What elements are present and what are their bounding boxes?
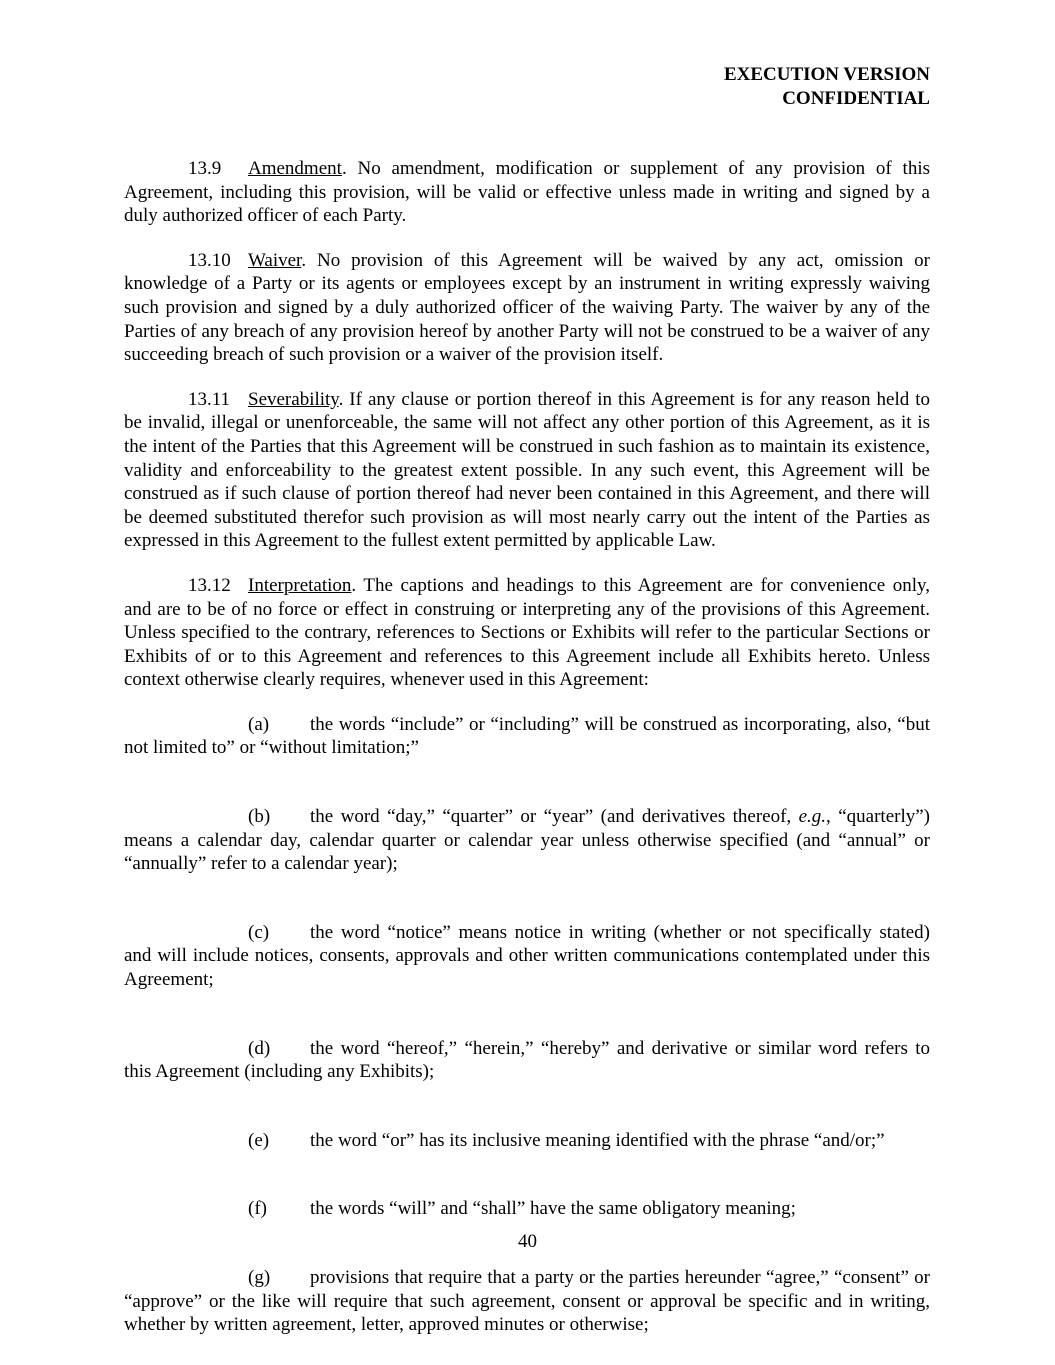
subclause-italic-eg: e.g. xyxy=(798,806,827,828)
subclause-a xyxy=(124,713,930,760)
subclause-letter: (g) xyxy=(248,1267,271,1288)
section-13-11-severability xyxy=(124,388,930,553)
subclause-text: the words “include” or “including” will be construed as incorporating, also, “but not limited to” or “without limitation;” xyxy=(124,713,930,759)
section-number: 13.9 xyxy=(188,158,222,179)
subclause-g xyxy=(124,1266,930,1337)
subclause-c xyxy=(124,921,930,992)
section-number: 13.12 xyxy=(188,574,231,596)
subclause-letter: (e) xyxy=(248,1129,270,1151)
subclause-text: the words “will” and “shall” have the same obligatory meaning; xyxy=(310,1198,796,1220)
page-number: 40 xyxy=(518,1231,537,1252)
subclause-b xyxy=(124,805,930,876)
section-number: 13.11 xyxy=(188,388,231,410)
execution-version-label: EXECUTION VERSION xyxy=(723,64,930,85)
document-header xyxy=(724,63,930,111)
section-title: Interpretation xyxy=(248,574,352,596)
subclause-text: provisions that require that a party or the parties hereunder “agree,” “consent” or “approve” or the like will require that such agreement, consent or approval be specific and in writing, whether by written agreement, letter, approved minutes or otherwise; xyxy=(124,1267,930,1336)
section-title: Waiver xyxy=(248,249,302,271)
subclause-text: the word “notice” means notice in writing (whether or not specifically stated) and will include notices, consents, approvals and other written communications contemplated under this Agreement; xyxy=(124,921,930,991)
section-text: . The captions and headings to this Agreement are for convenience only, and are to be of no force or effect in construing or interpreting any of the provisions of this Agreement. Unless specified to the contrary, references to Sections or Exhibits will refer to the particular Sections or Exhibits of or to this Agreement and references to this Agreement include all Exhibits hereto. Unless context otherwise clearly requires, whenever used in this Agreement: xyxy=(124,574,930,691)
subclause-e xyxy=(124,1129,930,1153)
section-13-10-waiver xyxy=(124,249,930,367)
confidential-label: CONFIDENTIAL xyxy=(782,88,930,109)
section-text: . No provision of this Agreement will be waived by any act, omission or knowledge of a Party or its agents or employees except by an instrument in writing expressly waiving such provision and signed by a duly authorized officer of the waiving Party. The waiver by any of the Parties of any breach of any provision hereof by another Party will not be construed to be a waiver of any succeeding breach of such provision or a waiver of the provision itself. xyxy=(124,249,930,366)
section-title: Severability xyxy=(248,388,339,410)
subclause-letter: (b) xyxy=(248,806,271,828)
section-13-9-amendment xyxy=(124,157,930,228)
subclause-letter: (f) xyxy=(248,1198,267,1220)
subclause-text-after: , “quarterly”) means a calendar day, calendar quarter or calendar year unless otherwise specified (and “annual” or “annually” refer to a calendar year); xyxy=(124,806,930,875)
subclause-d xyxy=(124,1037,930,1084)
section-text: . If any clause or portion thereof in this Agreement is for any reason held to be invalid, illegal or unenforceable, the same will not affect any other portion of this Agreement, as it is the intent of the Parties that this Agreement will be construed in such fashion as to maintain its existence, validity and enforceability to the greatest extent possible. In any such event, this Agreement will be construed as if such clause of portion thereof had never been contained in this Agreement, and there will be deemed substituted therefor such provision as will most nearly carry out the intent of the Parties as expressed in this Agreement to the fullest extent permitted by applicable Law. xyxy=(124,388,930,552)
section-13-12-interpretation xyxy=(124,574,930,692)
section-title: Amendment xyxy=(248,158,342,179)
subclause-f xyxy=(124,1197,930,1221)
subclause-text-before: the word “day,” “quarter” or “year” (and derivatives thereof, xyxy=(310,806,799,828)
section-number: 13.10 xyxy=(188,249,231,271)
subclause-text: the word “hereof,” “herein,” “hereby” and derivative or similar word refers to this Agreement (including any Exhibits); xyxy=(124,1037,930,1083)
subclause-text: the word “or” has its inclusive meaning identified with the phrase “and/or;” xyxy=(310,1129,885,1151)
section-text: . No amendment, modification or supplement of any provision of this Agreement, including this provision, will be valid or effective unless made in writing and signed by a duly authorized officer of each Party. xyxy=(124,158,930,227)
subclause-letter: (a) xyxy=(248,713,270,735)
subclause-letter: (d) xyxy=(248,1037,271,1059)
subclause-letter: (c) xyxy=(248,921,270,943)
document-body xyxy=(124,157,930,1337)
